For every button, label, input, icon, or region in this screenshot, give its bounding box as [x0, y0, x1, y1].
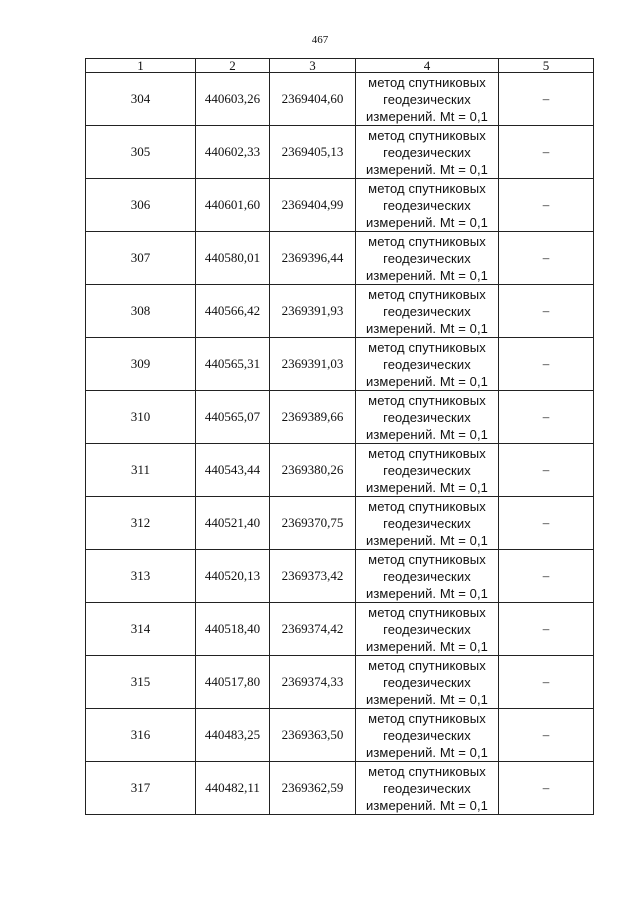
x-coordinate-cell: 440483,25 — [196, 709, 270, 762]
table-row — [86, 603, 594, 656]
method-text-line: измерений. Mt = 0,1 — [365, 320, 488, 336]
method-cell — [356, 709, 499, 762]
method-text-line: метод спутниковых — [368, 74, 486, 90]
method-text-line: метод спутниковых — [368, 180, 486, 196]
method-text-line: измерений. Mt = 0,1 — [365, 214, 488, 230]
x-coordinate-cell: 440520,13 — [196, 550, 270, 603]
page-number: 467 — [311, 34, 329, 46]
method-text-line: геодезических — [383, 250, 471, 266]
x-coordinate-cell: 440566,42 — [196, 285, 270, 338]
point-number-cell: 314 — [86, 603, 196, 656]
x-coordinate-cell: 440543,44 — [196, 444, 270, 497]
x-coordinate-cell: 440603,26 — [196, 73, 270, 126]
method-text-line: измерений. Mt = 0,1 — [365, 267, 488, 283]
y-coordinate-cell: 2369404,60 — [270, 73, 356, 126]
method-text-line: метод спутниковых — [368, 657, 486, 673]
description-cell: – — [499, 338, 594, 391]
point-number-cell: 304 — [86, 73, 196, 126]
method-text-line: геодезических — [383, 674, 471, 690]
method-text-line: геодезических — [383, 91, 471, 107]
x-coordinate-cell: 440565,07 — [196, 391, 270, 444]
point-number-cell: 308 — [86, 285, 196, 338]
method-text-line: метод спутниковых — [368, 763, 486, 779]
table-row — [86, 444, 594, 497]
header-col-4: 4 — [356, 59, 499, 73]
method-text-line: метод спутниковых — [368, 339, 486, 355]
method-text-line: геодезических — [383, 462, 471, 478]
method-cell — [356, 603, 499, 656]
y-coordinate-cell: 2369374,33 — [270, 656, 356, 709]
method-text-line: метод спутниковых — [368, 286, 486, 302]
point-number-cell: 312 — [86, 497, 196, 550]
x-coordinate-cell: 440565,31 — [196, 338, 270, 391]
header-row — [86, 59, 594, 73]
point-number-cell: 317 — [86, 762, 196, 815]
method-text-line: метод спутниковых — [368, 710, 486, 726]
method-text-line: геодезических — [383, 409, 471, 425]
x-coordinate-cell: 440601,60 — [196, 179, 270, 232]
description-cell: – — [499, 497, 594, 550]
method-text-line: метод спутниковых — [368, 233, 486, 249]
y-coordinate-cell: 2369391,93 — [270, 285, 356, 338]
method-text-line: геодезических — [383, 727, 471, 743]
y-coordinate-cell: 2369391,03 — [270, 338, 356, 391]
method-text-line: метод спутниковых — [368, 392, 486, 408]
x-coordinate-cell: 440580,01 — [196, 232, 270, 285]
table-row — [86, 285, 594, 338]
method-text-line: геодезических — [383, 515, 471, 531]
method-text-line: геодезических — [383, 303, 471, 319]
table-row — [86, 550, 594, 603]
method-text-line: измерений. Mt = 0,1 — [365, 585, 488, 601]
y-coordinate-cell: 2369373,42 — [270, 550, 356, 603]
method-text-line: метод спутниковых — [368, 445, 486, 461]
table-row — [86, 656, 594, 709]
method-text-line: измерений. Mt = 0,1 — [365, 161, 488, 177]
method-text-line: геодезических — [383, 568, 471, 584]
description-cell: – — [499, 285, 594, 338]
method-cell — [356, 126, 499, 179]
method-cell — [356, 391, 499, 444]
x-coordinate-cell: 440518,40 — [196, 603, 270, 656]
method-text-line: метод спутниковых — [368, 127, 486, 143]
point-number-cell: 313 — [86, 550, 196, 603]
point-number-cell: 311 — [86, 444, 196, 497]
table-row — [86, 497, 594, 550]
method-cell — [356, 179, 499, 232]
description-cell: – — [499, 126, 594, 179]
method-text-line: измерений. Mt = 0,1 — [365, 638, 488, 654]
method-text-line: измерений. Mt = 0,1 — [365, 744, 488, 760]
header-col-1: 1 — [86, 59, 196, 73]
table-row — [86, 73, 594, 126]
y-coordinate-cell: 2369370,75 — [270, 497, 356, 550]
x-coordinate-cell: 440602,33 — [196, 126, 270, 179]
method-cell — [356, 497, 499, 550]
table-row — [86, 126, 594, 179]
table-row — [86, 709, 594, 762]
table-row — [86, 232, 594, 285]
method-text-line: измерений. Mt = 0,1 — [365, 373, 488, 389]
method-text-line: метод спутниковых — [368, 551, 486, 567]
description-cell: – — [499, 391, 594, 444]
method-cell — [356, 762, 499, 815]
method-text-line: метод спутниковых — [368, 604, 486, 620]
x-coordinate-cell: 440482,11 — [196, 762, 270, 815]
header-col-5: 5 — [499, 59, 594, 73]
point-number-cell: 316 — [86, 709, 196, 762]
point-number-cell: 309 — [86, 338, 196, 391]
x-coordinate-cell: 440521,40 — [196, 497, 270, 550]
description-cell: – — [499, 179, 594, 232]
description-cell: – — [499, 232, 594, 285]
y-coordinate-cell: 2369374,42 — [270, 603, 356, 656]
y-coordinate-cell: 2369396,44 — [270, 232, 356, 285]
y-coordinate-cell: 2369363,50 — [270, 709, 356, 762]
method-text-line: геодезических — [383, 144, 471, 160]
method-cell — [356, 232, 499, 285]
point-number-cell: 315 — [86, 656, 196, 709]
method-text-line: измерений. Mt = 0,1 — [365, 797, 488, 813]
point-number-cell: 306 — [86, 179, 196, 232]
table-body — [86, 73, 594, 815]
description-cell: – — [499, 603, 594, 656]
method-text-line: геодезических — [383, 197, 471, 213]
table-row — [86, 762, 594, 815]
description-cell: – — [499, 550, 594, 603]
description-cell: – — [499, 656, 594, 709]
y-coordinate-cell: 2369405,13 — [270, 126, 356, 179]
header-col-3: 3 — [270, 59, 356, 73]
y-coordinate-cell: 2369380,26 — [270, 444, 356, 497]
x-coordinate-cell: 440517,80 — [196, 656, 270, 709]
method-cell — [356, 338, 499, 391]
coordinates-table — [85, 58, 594, 815]
method-text-line: измерений. Mt = 0,1 — [365, 691, 488, 707]
y-coordinate-cell: 2369389,66 — [270, 391, 356, 444]
method-cell — [356, 550, 499, 603]
y-coordinate-cell: 2369362,59 — [270, 762, 356, 815]
table-row — [86, 338, 594, 391]
description-cell: – — [499, 762, 594, 815]
table-row — [86, 391, 594, 444]
method-cell — [356, 73, 499, 126]
method-text-line: измерений. Mt = 0,1 — [365, 108, 488, 124]
method-text-line: геодезических — [383, 356, 471, 372]
point-number-cell: 310 — [86, 391, 196, 444]
method-text-line: геодезических — [383, 780, 471, 796]
table-row — [86, 179, 594, 232]
method-cell — [356, 656, 499, 709]
method-text-line: измерений. Mt = 0,1 — [365, 532, 488, 548]
point-number-cell: 307 — [86, 232, 196, 285]
method-text-line: измерений. Mt = 0,1 — [365, 479, 488, 495]
point-number-cell: 305 — [86, 126, 196, 179]
method-text-line: измерений. Mt = 0,1 — [365, 426, 488, 442]
method-text-line: геодезических — [383, 621, 471, 637]
method-text-line: метод спутниковых — [368, 498, 486, 514]
description-cell: – — [499, 73, 594, 126]
method-cell — [356, 444, 499, 497]
header-col-2: 2 — [196, 59, 270, 73]
y-coordinate-cell: 2369404,99 — [270, 179, 356, 232]
description-cell: – — [499, 444, 594, 497]
method-cell — [356, 285, 499, 338]
description-cell: – — [499, 709, 594, 762]
table-header — [86, 59, 594, 73]
